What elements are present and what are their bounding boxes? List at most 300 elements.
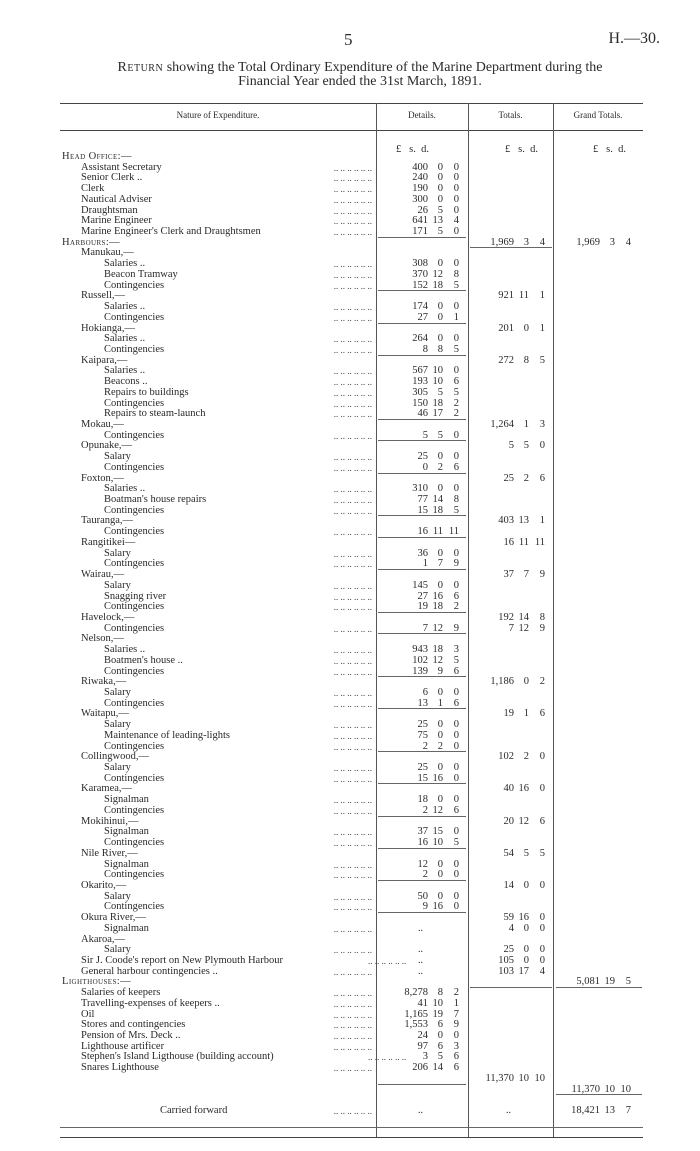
detail-amount-pounds: 25 <box>417 451 428 463</box>
total-amount-pence: 1 <box>539 515 545 527</box>
detail-amount-shillings: 10 <box>432 837 443 849</box>
total-amount-pounds: 4 <box>508 922 514 934</box>
leader-dots: .. .. .. .. .. .. <box>333 194 372 205</box>
detail-amount-shillings: 12 <box>432 804 443 816</box>
detail-amount-pence: 11 <box>448 526 459 538</box>
row-label: Nautical Adviser <box>81 193 152 205</box>
detail-amount-pence: 3 <box>453 1040 459 1052</box>
detail-amount-shillings: 18 <box>432 397 443 409</box>
row-label: Collingwood,— <box>81 751 149 763</box>
total-amount-pounds: 7 <box>508 622 514 634</box>
subtotal-rule <box>378 569 466 570</box>
detail-amount-shillings: 12 <box>432 654 443 666</box>
column-header-nature: Nature of Expenditure. <box>176 110 260 120</box>
row-label: Contingencies <box>104 869 165 881</box>
detail-amount-pounds: 5 <box>422 429 428 441</box>
leader-dots: .. .. .. .. .. .. <box>333 720 372 731</box>
leader-dots: .. .. .. .. .. .. <box>333 1041 372 1052</box>
leader-dots: .. .. .. .. .. .. <box>333 173 372 184</box>
row-label: Contingencies <box>104 526 165 538</box>
total-amount-pounds: 272 <box>498 354 514 366</box>
detail-amount-pounds: 206 <box>412 1062 428 1074</box>
grand-total-amount <box>566 238 631 249</box>
row-label: Mokau,— <box>81 419 124 430</box>
detail-amount-pounds: 50 <box>417 890 428 902</box>
total-amount-pence: 2 <box>539 676 545 688</box>
detail-amount-pence: 0 <box>453 579 459 591</box>
detail-amount-shillings: 0 <box>437 1030 443 1042</box>
leader-dots: .. .. .. .. .. .. <box>333 666 372 677</box>
detail-amount-pence: 9 <box>453 622 459 634</box>
detail-amount-shillings: 7 <box>437 558 443 570</box>
subtotal-rule <box>378 912 466 913</box>
table-row <box>0 656 700 667</box>
detail-amount-shillings: 2 <box>437 740 443 752</box>
row-label: Snares Lighthouse <box>81 1062 159 1074</box>
total-amount-shillings: 17 <box>518 965 529 977</box>
subtotal-rule <box>378 676 466 677</box>
leader-dots: .. .. .. .. .. .. <box>333 162 372 173</box>
detail-amount-pence: 0 <box>453 483 459 495</box>
detail-amount-pounds: 1,553 <box>404 1019 428 1031</box>
leader-dots: .. .. .. .. .. .. <box>333 280 372 291</box>
detail-amount-pence: 2 <box>453 397 459 409</box>
table-row <box>0 924 700 935</box>
leader-dots: .. .. .. .. .. .. <box>333 870 372 881</box>
subtotal-rule <box>378 290 466 291</box>
detail-amount-pounds: 19 <box>417 601 428 613</box>
detail-amount-shillings: 16 <box>432 590 443 602</box>
row-label: Salary <box>104 944 131 956</box>
detail-amount <box>394 1031 459 1042</box>
detail-amount-pence: 5 <box>453 504 459 516</box>
row-label: Contingencies <box>104 558 165 570</box>
total-amount <box>480 324 545 335</box>
leader-dots: .. .. .. .. .. .. <box>333 409 372 420</box>
detail-amount-pounds: 9 <box>422 901 428 913</box>
total-amount-pence: 0 <box>539 783 545 795</box>
title-line-1: showing the Total Ordinary Expenditure of the Marine Department during the <box>166 60 603 75</box>
total-amount <box>480 516 545 527</box>
table-bottom-rule <box>60 1137 643 1138</box>
detail-amount-shillings: 0 <box>437 172 443 184</box>
detail-amount-pounds: 25 <box>417 719 428 731</box>
total-amount-shillings: 5 <box>523 847 529 859</box>
total-amount <box>480 967 545 978</box>
table-row <box>0 173 700 184</box>
table-row <box>0 388 700 399</box>
table-row <box>0 538 700 549</box>
detail-amount-shillings: 0 <box>437 311 443 323</box>
total-amount-shillings: 0 <box>523 944 529 956</box>
detail-amount-pounds: 943 <box>412 644 428 656</box>
detail-amount-shillings: 12 <box>432 622 443 634</box>
row-label: Signalman <box>104 858 149 870</box>
row-label: Salaries .. <box>104 258 146 270</box>
subtotal-rule <box>378 237 466 238</box>
total-amount <box>480 817 545 828</box>
detail-amount-shillings: 0 <box>437 858 443 870</box>
total-amount <box>480 291 545 302</box>
total-amount-pence: 1 <box>539 290 545 302</box>
total-amount-pence: 0 <box>539 440 545 452</box>
detail-amount-shillings: 5 <box>437 386 443 398</box>
detail-amount-shillings: 0 <box>437 890 443 902</box>
row-label: Signalman <box>104 794 149 806</box>
leader-dots: .. .. .. .. .. .. <box>333 645 372 656</box>
detail-amount-shillings: 17 <box>432 408 443 420</box>
total-amount-shillings: 16 <box>518 912 529 924</box>
detail-amount-shillings: 10 <box>432 376 443 388</box>
subtotal-rule <box>378 633 466 634</box>
detail-amount <box>394 302 459 313</box>
detail-amount-shillings: 0 <box>437 794 443 806</box>
detail-amount-shillings: 9 <box>437 665 443 677</box>
total-amount-pounds: 14 <box>503 879 514 891</box>
detail-amount-pence: 5 <box>453 386 459 398</box>
detail-amount-shillings: 8 <box>437 987 443 999</box>
row-label: Contingencies <box>104 461 165 473</box>
row-label: Salaries .. <box>104 301 146 313</box>
column-header-totals: Totals. <box>498 110 523 120</box>
detail-amount-pounds: 8,278 <box>404 987 428 999</box>
detail-amount-pounds: 15 <box>417 504 428 516</box>
table-row <box>0 613 700 624</box>
detail-amount-pounds: 26 <box>417 204 428 216</box>
leader-dots: .. .. .. .. .. .. <box>333 795 372 806</box>
detail-amount-pounds: 16 <box>417 526 428 538</box>
detail-amount-pence: 0 <box>453 547 459 559</box>
leader-dots: .. .. .. .. .. .. <box>333 891 372 902</box>
detail-amount-pence: 0 <box>453 333 459 345</box>
total-dots: .. <box>506 1105 511 1117</box>
column-header-grand-totals: Grand Totals. <box>573 110 623 120</box>
total-amount-pence: 10 <box>534 1072 545 1084</box>
leader-dots: .. .. .. .. .. .. <box>333 741 372 752</box>
row-label: Maintenance of leading-lights <box>104 729 230 741</box>
subtotal-rule <box>378 783 466 784</box>
total-amount-shillings: 5 <box>523 440 529 452</box>
row-label: Contingencies <box>104 804 165 816</box>
leader-dots: .. .. .. .. .. .. <box>333 495 372 506</box>
total-amount-pence: 0 <box>539 955 545 966</box>
subtotal-rule <box>60 1127 643 1128</box>
table-row <box>0 688 700 699</box>
detail-amount-shillings: 15 <box>432 826 443 838</box>
total-amount-pounds: 103 <box>498 965 514 977</box>
detail-amount-pounds: 24 <box>417 1030 428 1042</box>
total-amount-pounds: 1,186 <box>490 676 514 688</box>
detail-amount-pence: 0 <box>453 826 459 838</box>
table-row <box>0 838 700 849</box>
table-row <box>0 581 700 592</box>
detail-amount-pence: 0 <box>453 429 459 441</box>
detail-amount-shillings: 6 <box>437 1040 443 1052</box>
row-label: Sir J. Coode's report on New Plymouth Harbour <box>81 955 283 966</box>
total-amount-pence: 6 <box>539 708 545 720</box>
detail-amount-pounds: 300 <box>412 193 428 205</box>
detail-amount-pounds: 18 <box>417 794 428 806</box>
total-amount <box>480 1074 545 1085</box>
detail-amount-pence: 0 <box>453 794 459 806</box>
row-label: Contingencies <box>104 772 165 784</box>
total-amount-pounds: 40 <box>503 783 514 795</box>
total-amount-pounds: 16 <box>503 536 514 548</box>
total-amount-shillings: 1 <box>523 419 529 430</box>
total-amount-shillings: 1 <box>523 708 529 720</box>
row-label: Okarito,— <box>81 879 127 891</box>
leader-dots: .. .. .. .. .. .. <box>333 698 372 709</box>
table-row <box>0 806 700 817</box>
detail-amount-pence: 0 <box>453 890 459 902</box>
leader-dots: .. .. .. .. .. .. <box>333 1106 372 1117</box>
row-label: Lighthouses:— <box>62 976 131 988</box>
total-amount-pence: 0 <box>539 922 545 934</box>
detail-amount-pounds: 641 <box>412 215 428 227</box>
leader-dots: .. .. .. .. .. .. <box>333 269 372 280</box>
total-amount-pence: 3 <box>539 419 545 430</box>
detail-amount-pence: 7 <box>453 1008 459 1020</box>
detail-amount-pounds: 145 <box>412 579 428 591</box>
total-amount-pounds: 102 <box>498 751 514 763</box>
detail-amount-pounds: 240 <box>412 172 428 184</box>
table-row <box>0 763 700 774</box>
detail-amount-pence: 0 <box>453 687 459 698</box>
total-amount-shillings: 8 <box>523 354 529 366</box>
leader-dots: .. .. .. .. .. .. <box>368 1052 407 1063</box>
detail-amount-pence: 8 <box>453 494 459 506</box>
total-amount-shillings: 14 <box>518 611 529 623</box>
detail-amount-pounds: 12 <box>417 858 428 870</box>
table-top-rule <box>60 103 643 104</box>
row-label: Salary <box>104 579 131 591</box>
row-label: Signalman <box>104 826 149 838</box>
total-amount <box>480 441 545 452</box>
total-amount-pounds: 54 <box>503 847 514 859</box>
subtotal-rule <box>378 612 466 613</box>
subtotal-rule <box>378 537 466 538</box>
leader-dots: .. .. .. .. .. .. <box>333 998 372 1009</box>
row-label: Nelson,— <box>81 633 124 645</box>
row-label: Salary <box>104 762 131 774</box>
grand-total-amount-pence: 4 <box>625 236 631 248</box>
leader-dots: .. .. .. .. .. .. <box>333 945 372 956</box>
detail-amount-shillings: 10 <box>432 365 443 377</box>
subtotal-rule <box>378 880 466 881</box>
total-amount-shillings: 7 <box>523 569 529 581</box>
total-amount-pounds: 403 <box>498 515 514 527</box>
total-amount-pounds: 201 <box>498 322 514 334</box>
total-amount <box>480 752 545 763</box>
total-amount-pence: 8 <box>539 611 545 623</box>
row-label: Okura River,— <box>81 912 146 924</box>
detail-amount-pence: 0 <box>453 762 459 774</box>
title-line-2: Financial Year ended the 31st March, 1891. <box>238 74 482 89</box>
detail-amount-shillings: 5 <box>437 429 443 441</box>
row-label: Rangitikei— <box>81 536 136 548</box>
row-label: Marine Engineer <box>81 215 152 227</box>
detail-amount-shillings: 14 <box>432 1062 443 1074</box>
subtotal-rule <box>378 816 466 817</box>
leader-dots: .. .. .. .. .. .. <box>333 366 372 377</box>
detail-amount <box>394 656 459 667</box>
total-amount-pounds: 25 <box>503 472 514 484</box>
leader-dots: .. .. .. .. .. .. <box>333 1020 372 1031</box>
total-amount-pence: 0 <box>539 944 545 956</box>
leader-dots: .. .. .. .. .. .. <box>333 387 372 398</box>
row-label: General harbour contingencies .. <box>81 965 218 977</box>
detail-amount-pounds: 152 <box>412 279 428 291</box>
row-label: Salaries .. <box>104 333 146 345</box>
total-amount-pounds: 20 <box>503 815 514 827</box>
row-label: Contingencies <box>104 697 165 709</box>
currency-details: £ s. d. <box>396 144 429 155</box>
row-label: Contingencies <box>104 279 165 291</box>
subtotal-rule <box>378 323 466 324</box>
leader-dots: .. .. .. .. .. .. <box>333 334 372 345</box>
row-label: Mokihinui,— <box>81 815 139 827</box>
table-row <box>0 227 700 238</box>
detail-amount-pounds: 308 <box>412 258 428 270</box>
currency-grand: £ s. d. <box>593 144 626 155</box>
table-row <box>0 956 700 967</box>
detail-amount-pounds: 1,165 <box>404 1008 428 1020</box>
subtotal-rule <box>378 751 466 752</box>
row-label: Boatmen's house .. <box>104 654 183 666</box>
table-row <box>0 345 700 356</box>
total-amount-pence: 0 <box>539 879 545 891</box>
detail-amount-pounds: 370 <box>412 268 428 280</box>
detail-amount-pounds: 6 <box>422 687 428 698</box>
detail-amount-pence: 6 <box>453 804 459 816</box>
total-amount-pounds: 5 <box>508 440 514 452</box>
leader-dots: .. .. .. .. .. .. <box>333 259 372 270</box>
row-label: Contingencies <box>104 343 165 355</box>
detail-amount-pence: 3 <box>453 644 459 656</box>
grand-total-amount-shillings: 13 <box>604 1105 615 1117</box>
total-amount-pounds: 1,969 <box>490 236 514 248</box>
leader-dots: .. .. .. .. .. .. <box>333 688 372 698</box>
detail-amount <box>394 1063 459 1074</box>
detail-amount-pounds: 150 <box>412 397 428 409</box>
row-label: Salary <box>104 547 131 559</box>
grand-total-amount-shillings: 10 <box>604 1083 615 1095</box>
total-amount-shillings: 2 <box>523 472 529 484</box>
row-label: Snagging river <box>104 590 167 602</box>
row-label: Signalman <box>104 922 149 934</box>
detail-amount-pounds: 102 <box>412 654 428 666</box>
total-amount-pence: 4 <box>539 236 545 248</box>
table-row <box>0 1031 700 1042</box>
row-label: Salary <box>104 451 131 463</box>
row-label: Assistant Secretary <box>81 161 162 173</box>
subtotal-rule <box>470 247 552 248</box>
row-label: Boatman's house repairs <box>104 494 207 506</box>
detail-amount-pence: 6 <box>453 461 459 473</box>
leader-dots: .. .. .. .. .. .. <box>333 988 372 999</box>
total-amount-pounds: 11,370 <box>485 1072 514 1084</box>
detail-amount-shillings: 0 <box>437 579 443 591</box>
leader-dots: .. .. .. .. .. .. <box>333 763 372 774</box>
detail-amount-pounds: 3 <box>422 1051 428 1063</box>
detail-amount-pounds: 27 <box>417 590 428 602</box>
detail-amount-shillings: 0 <box>437 547 443 559</box>
detail-amount-pence: 2 <box>453 408 459 420</box>
leader-dots: .. .. .. .. .. .. <box>333 805 372 816</box>
detail-amount-shillings: 0 <box>437 183 443 195</box>
detail-amount-pounds: 193 <box>412 376 428 388</box>
subtotal-rule <box>378 419 466 420</box>
row-label: Beacons .. <box>104 376 148 388</box>
detail-amount-shillings: 0 <box>437 193 443 205</box>
detail-amount-pence: 1 <box>453 311 459 323</box>
leader-dots: .. .. .. .. .. .. <box>333 312 372 323</box>
leader-dots: .. .. .. .. .. .. <box>333 1063 372 1074</box>
detail-amount-shillings: 11 <box>432 526 443 538</box>
leader-dots: .. .. .. .. .. .. <box>333 205 372 216</box>
detail-amount-pounds: 139 <box>412 665 428 677</box>
total-amount <box>480 570 545 581</box>
row-label: Stores and contingencies <box>81 1019 186 1031</box>
detail-amount-pounds: 171 <box>412 226 428 238</box>
grand-total-amount-pounds: 11,370 <box>571 1083 600 1095</box>
detail-amount-pounds: 8 <box>422 343 428 355</box>
detail-amount-pence: 0 <box>453 172 459 184</box>
detail-dots: .. <box>418 922 423 934</box>
detail-amount-pence: 0 <box>453 193 459 205</box>
row-label: Salary <box>104 719 131 731</box>
row-label: Akaroa,— <box>81 933 126 945</box>
grand-total-amount-pence: 5 <box>625 976 631 988</box>
detail-dots: .. <box>418 1105 423 1117</box>
detail-amount-pounds: 0 <box>422 461 428 473</box>
detail-amount-pence: 6 <box>453 1051 459 1063</box>
total-amount <box>480 709 545 720</box>
grand-total-amount-pounds: 5,081 <box>576 976 600 988</box>
detail-amount-pence: 0 <box>453 772 459 784</box>
row-label: Contingencies <box>104 397 165 409</box>
leader-dots: .. .. .. .. .. .. <box>333 559 372 570</box>
detail-amount-pence: 6 <box>453 665 459 677</box>
total-amount-pounds: 25 <box>503 944 514 956</box>
detail-amount-pence: 0 <box>453 204 459 216</box>
detail-dots: .. <box>418 965 423 977</box>
detail-amount-shillings: 8 <box>437 343 443 355</box>
row-label: Stephen's Island Ligthouse (building account) <box>81 1051 274 1063</box>
detail-amount-pence: 6 <box>453 697 459 709</box>
grand-total-amount-pounds: 18,421 <box>571 1105 600 1117</box>
leader-dots: .. .. .. .. .. .. <box>333 580 372 591</box>
total-amount-shillings: 11 <box>518 536 529 548</box>
detail-dots: .. <box>418 955 423 966</box>
row-label: Lighthouse artificer <box>81 1040 165 1052</box>
detail-amount-pence: 0 <box>453 729 459 741</box>
return-title <box>60 61 660 89</box>
total-amount <box>480 624 545 635</box>
leader-dots: .. .. .. .. .. .. <box>333 302 372 313</box>
total-amount-pence: 9 <box>539 622 545 634</box>
detail-amount-pence: 0 <box>453 901 459 913</box>
total-amount-shillings: 0 <box>523 676 529 688</box>
total-amount-shillings: 12 <box>518 622 529 634</box>
detail-amount-shillings: 0 <box>437 301 443 313</box>
total-amount <box>480 849 545 860</box>
detail-amount-pence: 9 <box>453 1019 459 1031</box>
row-label: Foxton,— <box>81 472 124 484</box>
section-heading-row <box>0 152 700 163</box>
detail-amount-pence: 5 <box>453 654 459 666</box>
detail-amount-shillings: 14 <box>432 494 443 506</box>
